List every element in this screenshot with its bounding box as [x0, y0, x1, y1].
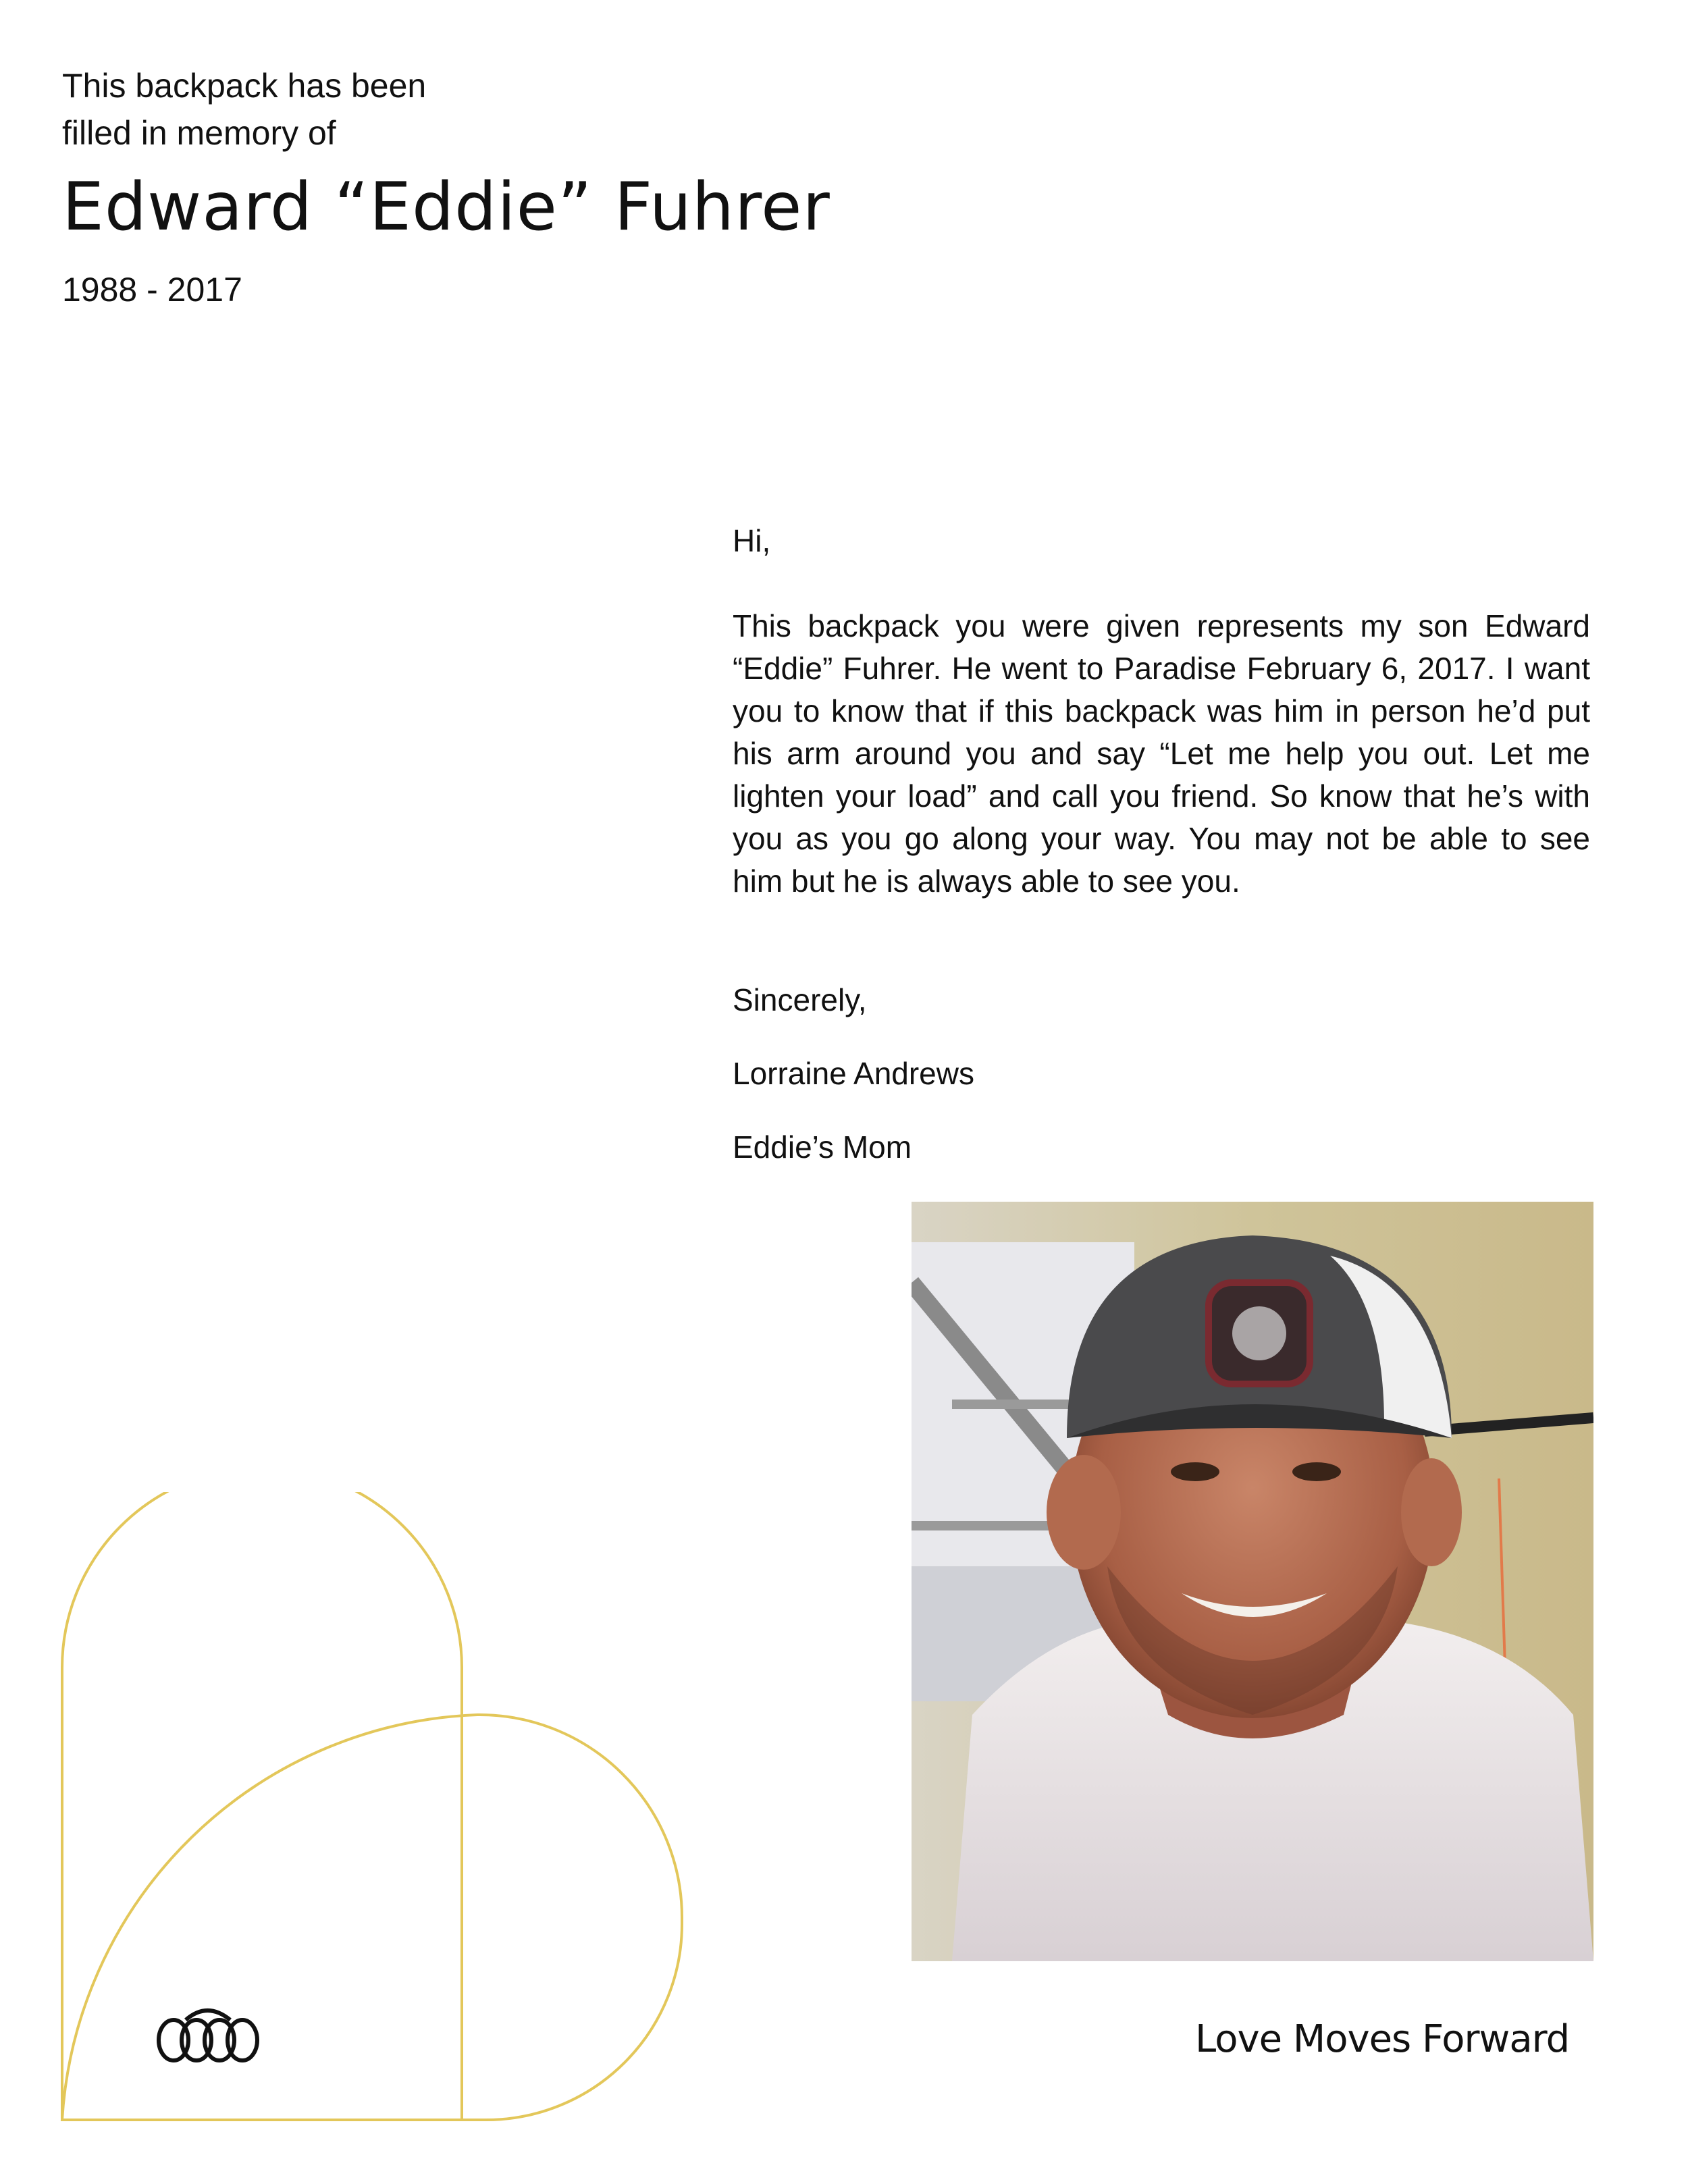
intro-text — [62, 62, 426, 157]
letter — [733, 520, 1590, 903]
memorial-dates: 1988 - 2017 — [62, 271, 242, 309]
signer-name: Lorraine Andrews — [733, 1056, 974, 1091]
memorial-photo — [912, 1202, 1593, 1961]
intro-line-1: This backpack has been — [62, 67, 427, 105]
letter-greeting: Hi, — [733, 523, 771, 558]
letter-body: This backpack you were given represents my son Edward “Eddie” Fuhrer. He went to Paradise February 6, 2017. I want you to know that if this backpack was him in person he’d put his arm around you and say “Let me help you out. Let me lighten your load” and call you friend. So know that he’s with you as you go along your way. You may not be able to see him but he is always able to see you. — [733, 608, 1590, 899]
bee-icon — [159, 2010, 257, 2060]
heart-right-arc — [62, 1715, 682, 2120]
heart-left-arc — [62, 1492, 462, 2120]
heart-outline-icon — [54, 1492, 689, 2127]
portrait-photo — [912, 1202, 1593, 1961]
tagline: Love Moves Forward — [1195, 2017, 1570, 2061]
letter-closing — [733, 979, 974, 1200]
intro-line-2: filled in memory of — [62, 114, 336, 152]
signer-relation: Eddie’s Mom — [733, 1129, 912, 1165]
sign-off: Sincerely, — [733, 982, 867, 1017]
memorial-name: Edward “Eddie” Fuhrer — [62, 169, 830, 246]
